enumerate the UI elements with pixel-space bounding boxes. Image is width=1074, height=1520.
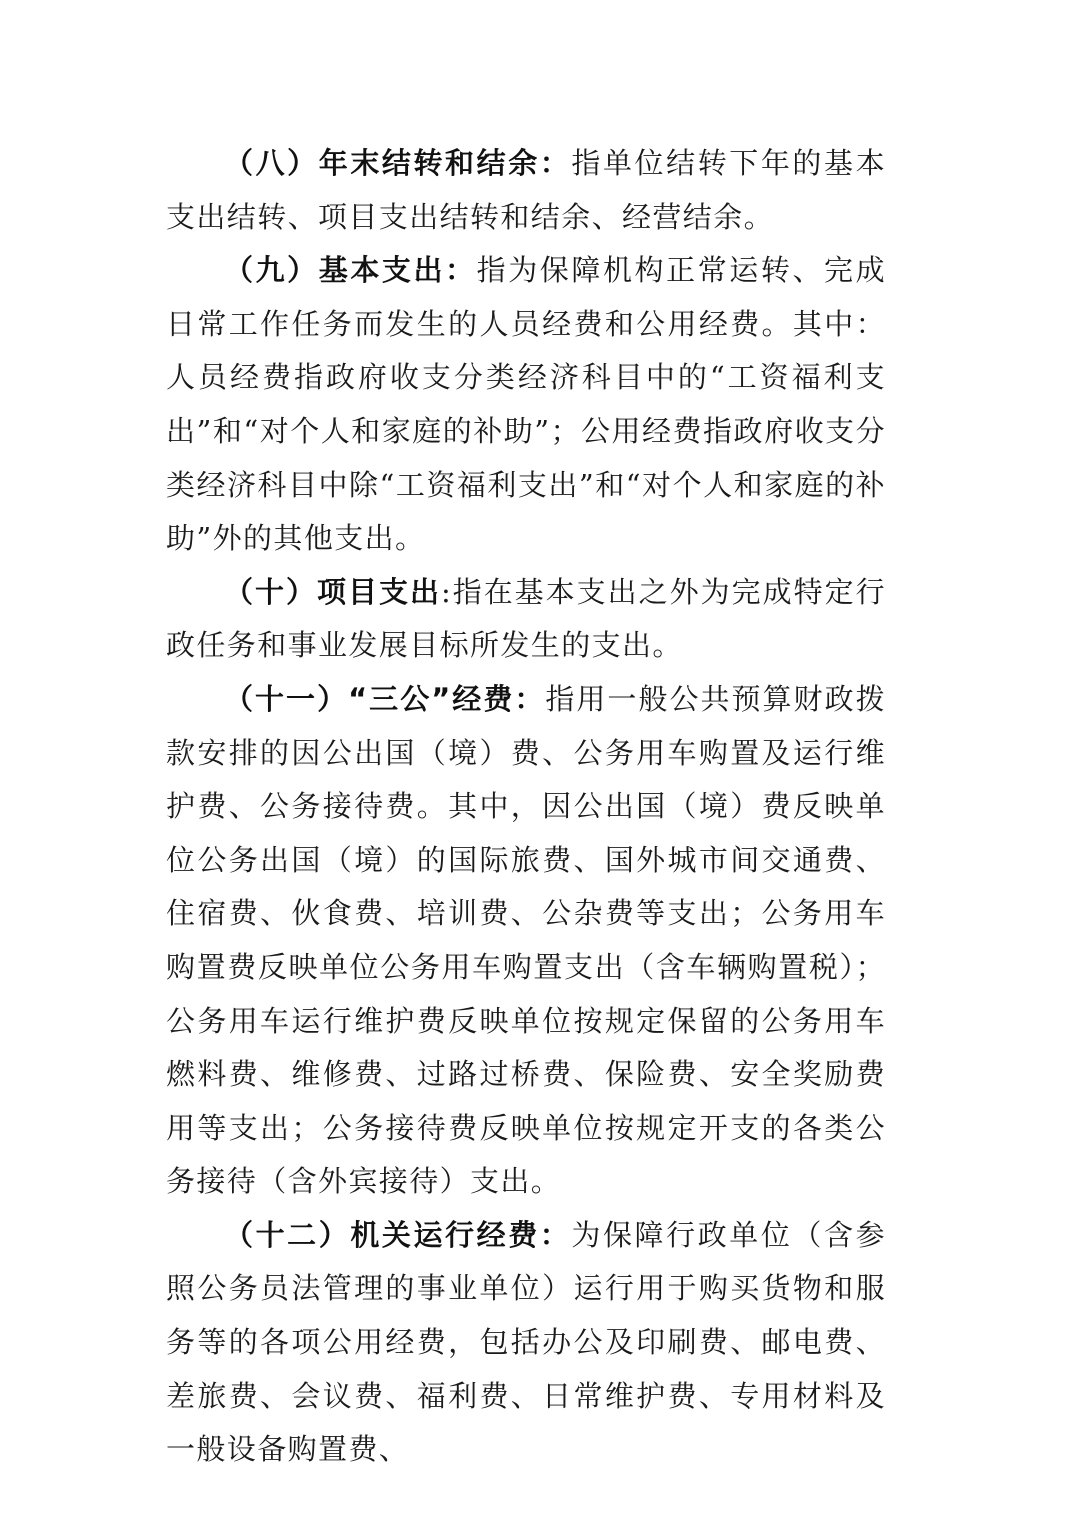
paragraph-project-expenditure — [166, 566, 886, 673]
term-heading: （九）基本支出： — [224, 253, 477, 288]
term-heading: （十二）机关运行经费： — [224, 1217, 572, 1252]
paragraph-basic-expenditure — [166, 244, 886, 566]
term-definition: 指单位结转下年的基本支出结转、项目支出结转和结余、经营结余。 — [166, 146, 886, 234]
paragraph-three-public-expenses — [166, 673, 886, 1209]
document-body — [166, 137, 886, 1477]
paragraph-year-end-balance — [166, 137, 886, 244]
paragraph-agency-operating-expenses — [166, 1209, 886, 1477]
term-definition: 为保障行政单位（含参照公务员法管理的事业单位）运行用于购买货物和服务等的各项公用经费，包括办公及印刷费、邮电费、差旅费、会议费、福利费、日常维护费、专用材料及一般设备购置费、 — [166, 1217, 886, 1467]
term-definition: 指为保障机构正常运转、完成日常工作任务而发生的人员经费和公用经费。其中：人员经费指政府收支分类经济科目中的“工资福利支出”和“对个人和家庭的补助”；公用经费指政府收支分类经济科目中除“工资福利支出”和“对个人和家庭的补助”外的其他支出。 — [166, 253, 886, 556]
term-heading: （十）项目支出 — [224, 574, 441, 609]
term-definition: 指用一般公共预算财政拨款安排的因公出国（境）费、公务用车购置及运行维护费、公务接待费。其中，因公出国（境）费反映单位公务出国（境）的国际旅费、国外城市间交通费、住宿费、伙食费、培训费、公杂费等支出；公务用车购置费反映单位公务用车购置支出（含车辆购置税）；公务用车运行维护费反映单位按规定保留的公务用车燃料费、维修费、过路过桥费、保险费、安全奖励费用等支出；公务接待费反映单位按规定开支的各类公务接待（含外宾接待）支出。 — [166, 681, 886, 1199]
term-definition: :指在基本支出之外为完成特定行政任务和事业发展目标所发生的支出。 — [166, 574, 886, 663]
term-heading: （八）年末结转和结余： — [224, 146, 572, 180]
term-heading: （十一）“三公”经费： — [224, 681, 546, 716]
